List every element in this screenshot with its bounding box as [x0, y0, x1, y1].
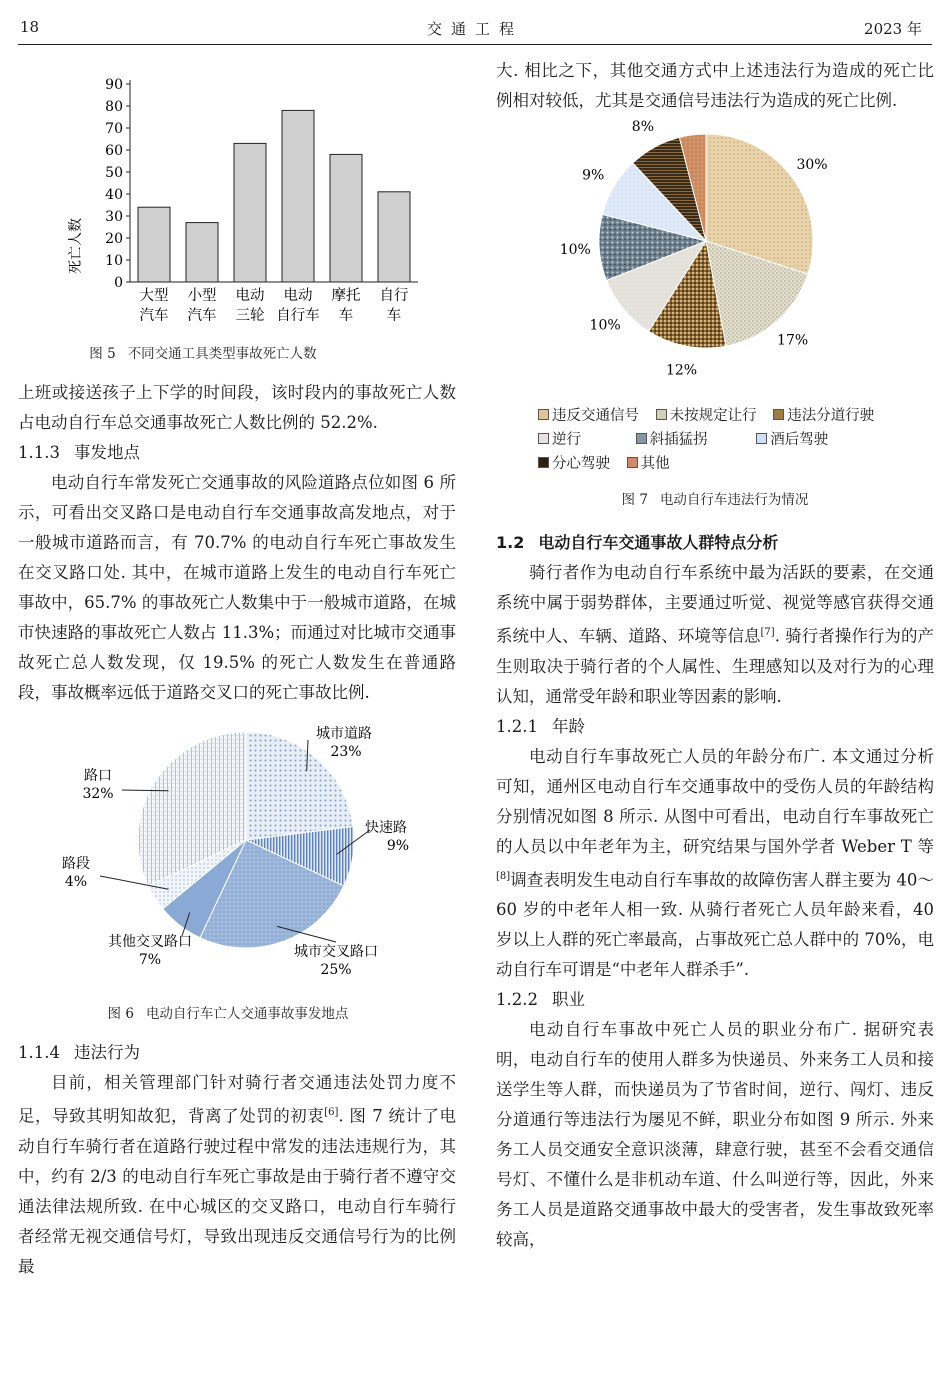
section-heading-1-1-3: [18, 438, 456, 468]
x-tick-label: 大型: [139, 288, 169, 304]
pie-chart: [18, 718, 456, 988]
text-run: . 图 7 统计了电动自行车骑行者在道路行驶过程中常发的违法违规行为，其中，约有 2/3 的电动自行车死亡事故是由于骑行者不遵守交通法律法规所致. 在中心城区的交叉路口，电动自行车骑行者经常无视交通信号灯，导致出现违反交通信号行为的比例最: [18, 1106, 456, 1276]
legend-item: [756, 428, 828, 452]
bar: [138, 207, 170, 282]
slice-percent: [678, 116, 700, 120]
x-tick-label: 摩托: [331, 288, 361, 304]
legend-item: [538, 404, 639, 428]
slice-percent: 25%: [320, 962, 352, 978]
year: 2023 年: [864, 20, 922, 38]
paragraph: [18, 1068, 456, 1282]
section-heading-1-1-4: [18, 1038, 456, 1068]
caption-text: 电动自行车违法行为情况: [659, 492, 809, 508]
section-title: 年龄: [551, 716, 585, 736]
legend-row: [538, 452, 886, 476]
page-number: 18: [20, 18, 40, 36]
legend-swatch: [636, 433, 647, 444]
slice-label: 城市道路: [316, 726, 372, 742]
section-title: 职业: [551, 990, 585, 1009]
slice-percent: 9%: [386, 838, 410, 854]
slice-percent: 7%: [138, 952, 162, 968]
legend-label: 酒后驾驶: [770, 432, 829, 448]
slice-label: 其他交叉路口: [108, 934, 192, 950]
legend-item: [656, 404, 757, 428]
section-number: 1.2.1: [496, 716, 538, 736]
pie-chart: [496, 116, 934, 396]
legend-label: 其他: [640, 456, 670, 472]
legend-swatch: [538, 433, 549, 444]
paragraph: 上班或接送孩子上下学的时间段，该时段内的事故死亡人数占电动自行车总交通事故死亡人数比例的 52.2%.: [18, 383, 456, 432]
section-number: 1.1.4: [18, 1043, 60, 1062]
legend-item: [627, 452, 670, 476]
text-run: 调查表明发生电动自行车事故的故障伤害人群主要为 40～60 岁的中老年人相一致. 从骑行者死亡人员年龄来看，40 岁以上人群的死亡率最高，占事故死亡总人群中的 70%，电动自行车可谓是“中老年人群杀手”.: [496, 870, 934, 979]
y-tick-label: 80: [105, 99, 123, 115]
slice-label: 城市交叉路口: [294, 944, 378, 960]
x-tick-label: 三轮: [235, 308, 265, 324]
section-number: 1.2.2: [496, 990, 538, 1009]
citation: [8]: [496, 870, 511, 882]
legend-item: [636, 428, 708, 452]
slice-percent: 9%: [582, 167, 605, 184]
slice-percent: 30%: [796, 157, 828, 173]
bar: [234, 143, 266, 282]
bar-chart: [18, 56, 456, 346]
bar: [330, 154, 362, 282]
slice-percent: 8%: [631, 119, 655, 136]
legend-item: [538, 452, 610, 476]
running-header: [0, 0, 950, 48]
legend-swatch: [656, 409, 667, 420]
x-tick-label: 电动: [235, 288, 265, 304]
section-heading-1-2: [496, 528, 934, 558]
figure-6-caption: [18, 1002, 438, 1022]
legend-swatch: [627, 457, 638, 468]
section-title: 违法行为: [73, 1043, 140, 1062]
figure-6: [18, 718, 456, 1038]
legend-swatch: [773, 409, 784, 420]
legend-swatch: [538, 457, 549, 468]
legend-label: 违反交通信号: [552, 408, 639, 424]
slice-percent: 23%: [330, 744, 362, 760]
section-number: 1.1.3: [18, 443, 60, 462]
slice-percent: 17%: [777, 332, 809, 349]
section-title: 电动自行车交通事故人群特点分析: [538, 533, 779, 552]
header-rule: [18, 44, 932, 45]
paragraph: [496, 558, 934, 712]
y-axis-label: 死亡人数: [68, 218, 84, 274]
x-tick-label: 汽车: [187, 308, 217, 324]
paragraph: [496, 742, 934, 986]
left-column: [18, 56, 456, 1282]
slice-percent: 4%: [64, 874, 88, 890]
text-run: 目前，相关管理部门针对骑行者交通违法处罚力度不足，导致其明知故犯，背离了处罚的初衷: [18, 1073, 456, 1126]
section-title: 事发地点: [73, 443, 140, 462]
x-tick-label: 小型: [187, 288, 217, 304]
y-tick-label: 40: [105, 187, 123, 203]
bar: [282, 110, 314, 282]
slice-percent: 32%: [82, 786, 114, 802]
slice-percent: 12%: [665, 362, 698, 379]
citation: [6]: [324, 1107, 339, 1118]
legend-row: [538, 404, 886, 428]
caption-text: 不同交通工具类型事故死亡人数: [127, 346, 317, 362]
x-tick-label: 车: [386, 308, 402, 324]
y-tick-label: 90: [105, 77, 123, 93]
x-tick-label: 电动: [283, 288, 313, 304]
x-tick-label: 车: [338, 308, 354, 324]
y-tick-label: 0: [114, 275, 123, 291]
slice-label: 路口: [84, 768, 112, 784]
bar: [378, 192, 410, 282]
figure-5-caption: [18, 342, 388, 362]
section-heading-1-2-1: [496, 712, 934, 742]
text-run: . 骑行者操作行为的产生则取决于骑行者的个人属性、生理感知以及对行为的心理认知，通常受年龄和职业等因素的影响.: [496, 626, 934, 706]
figure-7-caption: [496, 488, 934, 508]
legend-item: [538, 428, 581, 452]
legend-label: 逆行: [552, 432, 581, 448]
journal-title: 交通工程: [426, 20, 523, 38]
bar: [186, 223, 218, 282]
section-heading-1-2-2: [496, 985, 934, 1015]
legend-label: 违法分道行驶: [787, 408, 875, 424]
legend-row: [538, 428, 886, 452]
caption-text: 电动自行车亡人交通事故事发地点: [145, 1006, 349, 1022]
legend-item: [773, 404, 874, 428]
y-tick-label: 10: [105, 253, 123, 269]
legend-label: 斜插猛拐: [649, 432, 708, 448]
citation: [7]: [760, 627, 775, 638]
y-tick-label: 60: [105, 143, 123, 159]
paragraph: 电动自行车常发死亡交通事故的风险道路点位如图 6 所示，可看出交叉路口是电动自行车交通事故高发地点，对于一般城市道路而言，有 70.7% 的电动自行车死亡事故发生在交叉路口处. 其中，在城市道路上发生的电动自行车死亡事故中，65.7% 的事故死亡人数集中于一般城市道路，在城市快速路的事故死亡人数占 11.3%；而通过对比城市交通事故死亡总人数发现，仅 19.5% 的死亡人数发生在普通路段，事故概率远低于道路交叉口的死亡事故比例.: [18, 473, 456, 702]
figure-number: 图 7: [621, 492, 648, 508]
paragraph: 大. 相比之下，其他交通方式中上述违法行为造成的死亡比例相对较低，尤其是交通信号违法行为造成的死亡比例.: [496, 61, 934, 110]
text-run: 骑行者作为电动自行车系统中最为活跃的要素，在交通系统中属于弱势群体，主要通过听觉、视觉等感官获得交通系统中人、车辆、道路、环境等信息: [496, 563, 934, 646]
figure-7-legend: [538, 404, 886, 476]
y-tick-label: 20: [105, 231, 123, 247]
right-column: [496, 56, 934, 1255]
x-tick-label: 自行车: [276, 308, 320, 324]
legend-swatch: [538, 409, 549, 420]
slice-label: 路段: [62, 856, 90, 872]
y-tick-label: 70: [105, 121, 123, 137]
slice-percent: 10%: [589, 317, 621, 334]
text-run: 电动自行车事故死亡人员的年龄分布广. 本文通过分析可知，通州区电动自行车交通事故中的受伤人员的年龄结构分别情况如图 8 所示. 从图中可看出，电动自行车事故死亡的人员以中年老年为主，研究结果与国外学者 Weber T 等: [496, 746, 934, 856]
section-number: 1.2: [496, 533, 525, 552]
x-tick-label: 自行: [379, 288, 409, 304]
legend-swatch: [756, 433, 767, 444]
figure-number: 图 6: [107, 1006, 134, 1022]
slice-label: 快速路: [365, 820, 407, 836]
x-tick-label: 汽车: [139, 308, 169, 324]
figure-number: 图 5: [89, 346, 116, 362]
y-tick-label: 50: [105, 165, 123, 181]
legend-label: 分心驾驶: [552, 456, 610, 472]
figure-5: [18, 56, 456, 378]
slice-percent: 10%: [559, 242, 591, 259]
legend-label: 未按规定让行: [669, 408, 757, 424]
paragraph: 电动自行车事故中死亡人员的职业分布广. 据研究表明，电动自行车的使用人群多为快递员、外来务工人员和接送学生等人群，而快递员为了节省时间，逆行、闯灯、违反分道通行等违法行为屡见不鲜，职业分布如图 9 所示. 外来务工人员交通安全意识淡薄，肆意行驶，甚至不会看交通信号灯、不懂什么是非机动车道、什么叫逆行等，因此，外来务工人员是道路交通事故中最大的受害者，发生事故致死率较高，: [496, 1020, 934, 1249]
y-tick-label: 30: [105, 209, 123, 225]
figure-7: [496, 116, 934, 528]
